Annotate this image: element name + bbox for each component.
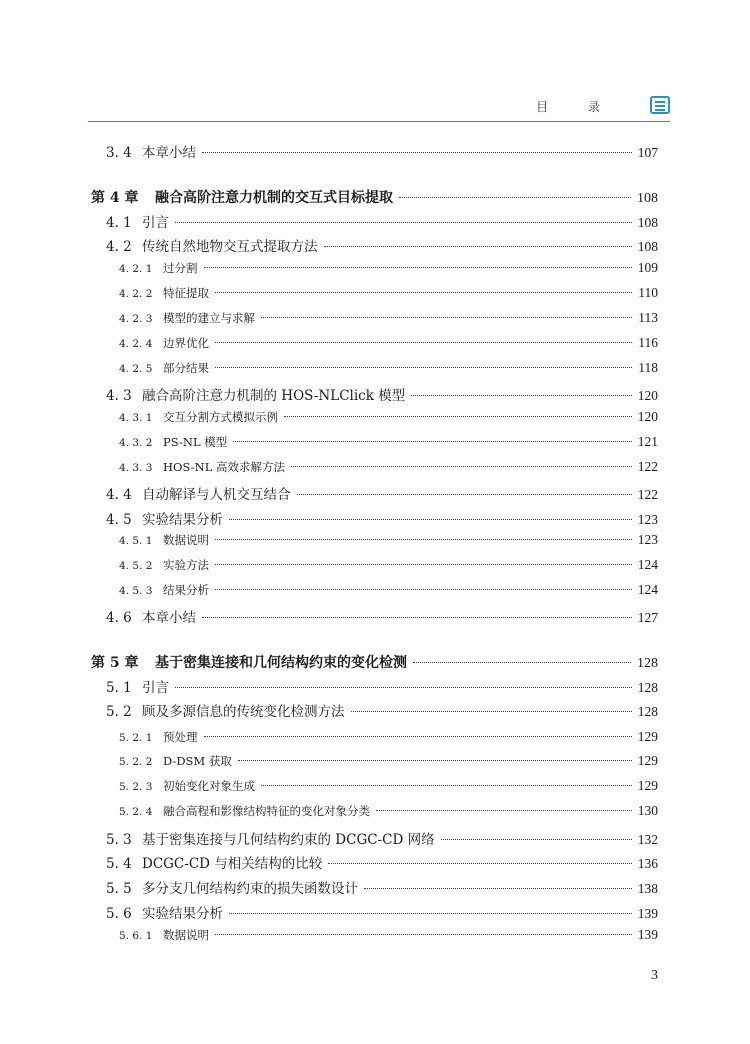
toc-entry-title: PS-NL 模型 — [163, 435, 228, 449]
toc-entry-title: 边界优化 — [163, 336, 209, 350]
toc-entry-number: 4. 3. 1 — [119, 412, 153, 424]
toc-entry-number: 4. 5. 1 — [119, 535, 153, 547]
toc-leader-dots — [261, 317, 632, 318]
toc-subsection-entry[interactable] — [119, 729, 658, 745]
toc-entry-number: 第 4 章 — [91, 190, 139, 206]
toc-entry-title: 预处理 — [163, 730, 198, 744]
toc-entry-page: 121 — [637, 434, 658, 449]
toc-subsection-entry[interactable] — [119, 335, 658, 351]
toc-entry-page: 113 — [638, 310, 658, 325]
toc-entry-page: 107 — [637, 145, 658, 160]
toc-subsection-entry[interactable] — [119, 409, 658, 425]
toc-entry-number: 5. 4 — [106, 856, 132, 872]
toc-leader-dots — [215, 564, 632, 565]
toc-subsection-entry[interactable] — [119, 360, 658, 376]
header-divider — [88, 121, 670, 122]
header-title: 目 录 — [536, 100, 618, 114]
toc-subsection-entry[interactable] — [119, 927, 658, 943]
toc-entry-number: 4. 6 — [106, 610, 132, 626]
toc-subsection-entry[interactable] — [119, 310, 658, 326]
toc-subsection-entry[interactable] — [119, 459, 658, 475]
toc-entry-page: 123 — [637, 512, 658, 527]
toc-subsection-entry[interactable] — [119, 532, 658, 548]
toc-section-entry[interactable] — [106, 877, 658, 897]
toc-subsection-entry[interactable] — [119, 582, 658, 598]
toc-leader-dots — [229, 913, 632, 914]
toc-entry-title: 实验方法 — [163, 558, 209, 572]
toc-entry-number: 5. 1 — [106, 680, 132, 696]
toc-section-entry[interactable] — [106, 235, 658, 255]
toc-leader-dots — [202, 152, 632, 153]
toc-section-entry[interactable] — [106, 852, 658, 872]
toc-entry-number: 4. 5. 3 — [119, 585, 153, 597]
toc-entry-title: 引言 — [142, 680, 169, 696]
toc-entry-number: 4. 2. 4 — [119, 338, 153, 350]
toc-entry-title: 本章小结 — [142, 145, 196, 161]
toc-leader-dots — [364, 888, 632, 889]
toc-chapter-entry[interactable] — [91, 652, 658, 672]
toc-entry-page: 108 — [637, 239, 658, 254]
toc-entry-title: DCGC-CD 与相关结构的比较 — [142, 856, 323, 872]
toc-leader-dots — [413, 662, 631, 663]
toc-entry-title: 特征提取 — [163, 286, 209, 300]
toc-entry-number: 4. 3. 2 — [119, 437, 153, 449]
toc-leader-dots — [233, 441, 631, 442]
toc-entry-page: 129 — [637, 778, 658, 793]
toc-entry-number: 4. 3 — [106, 388, 132, 404]
toc-section-entry[interactable] — [106, 902, 658, 922]
toc-entry-page: 128 — [637, 704, 658, 719]
toc-entry-number: 5. 2. 2 — [119, 756, 153, 768]
toc-leader-dots — [175, 222, 632, 223]
toc-subsection-entry[interactable] — [119, 260, 658, 276]
toc-entry-page: 108 — [637, 191, 658, 206]
toc-entry-number: 3. 4 — [106, 145, 132, 161]
toc-section-entry[interactable] — [106, 211, 658, 231]
toc-leader-dots — [215, 589, 632, 590]
toc-entry-title: 融合高程和影像结构特征的变化对象分类 — [163, 804, 370, 818]
toc-entry-title: 顾及多源信息的传统变化检测方法 — [142, 704, 345, 720]
toc-leader-dots — [328, 863, 631, 864]
toc-entry-number: 5. 6 — [106, 906, 132, 922]
toc-entry-page: 139 — [637, 906, 658, 921]
toc-entry-page: 118 — [638, 360, 658, 375]
toc-entry-title: HOS-NL 高效求解方法 — [163, 460, 285, 474]
toc-entry-page: 108 — [637, 215, 658, 230]
toc-leader-dots — [284, 416, 632, 417]
toc-subsection-entry[interactable] — [119, 803, 658, 819]
toc-section-entry[interactable] — [106, 606, 658, 626]
toc-section-entry[interactable] — [106, 700, 658, 720]
toc-entry-page: 123 — [637, 532, 658, 547]
toc-entry-title: 初始变化对象生成 — [163, 779, 255, 793]
toc-entry-page: 138 — [637, 881, 658, 896]
toc-entry-page: 130 — [637, 803, 658, 818]
toc-entry-title: 实验结果分析 — [142, 512, 223, 528]
toc-section-entry[interactable] — [106, 508, 658, 528]
toc-entry-title: 数据说明 — [163, 533, 209, 547]
toc-entry-title: 模型的建立与求解 — [163, 311, 255, 325]
toc-leader-dots — [291, 466, 632, 467]
toc-entry-title: D-DSM 获取 — [163, 754, 232, 768]
toc-entry-number: 4. 4 — [106, 487, 132, 503]
toc-entry-page: 120 — [637, 388, 658, 403]
toc-leader-dots — [175, 687, 632, 688]
toc-entry-title: 融合高阶注意力机制的交互式目标提取 — [155, 190, 393, 206]
toc-entry-number: 4. 5 — [106, 512, 132, 528]
toc-leader-dots — [324, 246, 632, 247]
toc-subsection-entry[interactable] — [119, 434, 658, 450]
toc-entry-number: 4. 3. 3 — [119, 462, 153, 474]
toc-entry-number: 5. 2 — [106, 704, 132, 720]
toc-entry-number: 5. 6. 1 — [119, 930, 153, 942]
toc-leader-dots — [351, 711, 632, 712]
toc-entry-title: 实验结果分析 — [142, 906, 223, 922]
toc-leader-dots — [238, 760, 632, 761]
toc-entry-title: 多分支几何结构约束的损失函数设计 — [142, 881, 358, 897]
toc-entry-page: 110 — [638, 285, 658, 300]
toc-entry-title: 基于密集连接和几何结构约束的变化检测 — [155, 655, 407, 671]
toc-entry-number: 4. 2. 2 — [119, 288, 153, 300]
book-list-icon — [650, 96, 670, 114]
toc-entry-page: 116 — [638, 335, 658, 350]
toc-leader-dots — [441, 839, 632, 840]
toc-entry-page: 124 — [637, 557, 658, 572]
toc-leader-dots — [215, 367, 632, 368]
toc-entry-number: 5. 5 — [106, 881, 132, 897]
toc-leader-dots — [376, 810, 632, 811]
toc-entry-number: 5. 2. 4 — [119, 806, 153, 818]
toc-leader-dots — [204, 267, 632, 268]
toc-entry-page: 109 — [637, 260, 658, 275]
toc-entry-page: 122 — [637, 459, 658, 474]
toc-entry-page: 128 — [637, 680, 658, 695]
toc-entry-number: 4. 2 — [106, 239, 132, 255]
toc-leader-dots — [204, 736, 632, 737]
toc-entry-page: 132 — [637, 832, 658, 847]
toc-entry-page: 127 — [637, 610, 658, 625]
toc-entry-title: 结果分析 — [163, 583, 209, 597]
toc-section-entry[interactable] — [106, 828, 658, 848]
toc-entry-title: 引言 — [142, 215, 169, 231]
toc-leader-dots — [215, 934, 632, 935]
toc-entry-page: 120 — [637, 409, 658, 424]
toc-subsection-entry[interactable] — [119, 778, 658, 794]
toc-entry-page: 124 — [637, 582, 658, 597]
toc-entry-title: 本章小结 — [142, 610, 196, 626]
toc-entry-number: 5. 2. 3 — [119, 781, 153, 793]
toc-subsection-entry[interactable] — [119, 753, 658, 769]
toc-entry-number: 第 5 章 — [91, 655, 139, 671]
toc-section-entry[interactable] — [106, 483, 658, 503]
toc-leader-dots — [202, 617, 632, 618]
toc-entry-number: 4. 2. 5 — [119, 363, 153, 375]
toc-entry-title: 融合高阶注意力机制的 HOS-NLClick 模型 — [142, 388, 406, 404]
toc-entry-title: 部分结果 — [163, 361, 209, 375]
toc-leader-dots — [411, 395, 632, 396]
toc-entry-number: 5. 3 — [106, 832, 132, 848]
toc-entry-number: 4. 2. 1 — [119, 263, 153, 275]
toc-leader-dots — [229, 519, 632, 520]
toc-entry-page: 122 — [637, 487, 658, 502]
toc-leader-dots — [215, 539, 632, 540]
toc-entry-number: 4. 2. 3 — [119, 313, 153, 325]
toc-subsection-entry[interactable] — [119, 557, 658, 573]
toc-entry-title: 传统自然地物交互式提取方法 — [142, 239, 318, 255]
toc-entry-number: 5. 2. 1 — [119, 732, 153, 744]
toc-entry-title: 交互分割方式模拟示例 — [163, 410, 278, 424]
toc-chapter-entry[interactable] — [91, 187, 658, 207]
toc-entry-number: 4. 5. 2 — [119, 560, 153, 572]
toc-entry-page: 129 — [637, 729, 658, 744]
toc-leader-dots — [215, 292, 632, 293]
toc-entry-title: 数据说明 — [163, 928, 209, 942]
page-number: 3 — [651, 968, 658, 983]
toc-entry-title: 自动解译与人机交互结合 — [142, 487, 291, 503]
toc-entry-title: 基于密集连接与几何结构约束的 DCGC-CD 网络 — [142, 832, 435, 848]
toc-entry-page: 136 — [637, 856, 658, 871]
toc-leader-dots — [261, 785, 632, 786]
toc-section-entry[interactable] — [106, 676, 658, 696]
toc-leader-dots — [215, 342, 632, 343]
toc-entry-page: 129 — [637, 753, 658, 768]
toc-entry-page: 128 — [637, 656, 658, 671]
toc-subsection-entry[interactable] — [119, 285, 658, 301]
toc-section-entry[interactable] — [106, 141, 658, 161]
toc-leader-dots — [297, 494, 632, 495]
running-header — [88, 96, 670, 118]
toc-leader-dots — [399, 197, 631, 198]
toc-section-entry[interactable] — [106, 384, 658, 404]
toc-entry-number: 4. 1 — [106, 215, 132, 231]
toc-entry-page: 139 — [637, 927, 658, 942]
toc-entry-title: 过分割 — [163, 261, 198, 275]
